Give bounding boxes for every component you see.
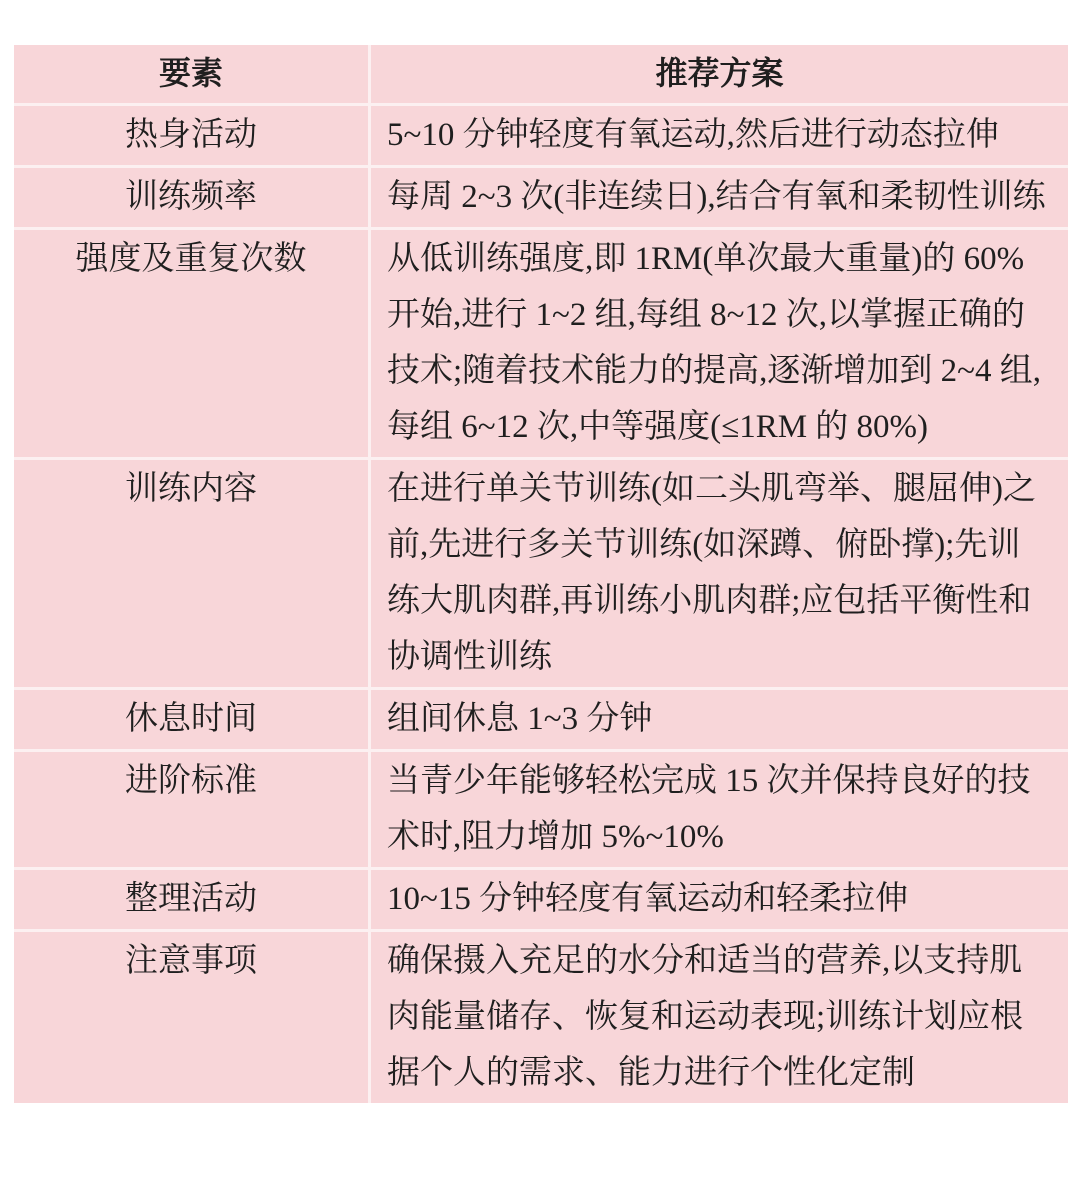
table-row-cooldown (14, 869, 1068, 931)
row-content: 在进行单关节训练(如二头肌弯举、腿屈伸)之前,先进行多关节训练(如深蹲、俯卧撑);先训练大肌肉群,再训练小肌肉群;应包括平衡性和协调性训练 (370, 459, 1069, 689)
row-content: 组间休息 1~3 分钟 (370, 689, 1069, 751)
row-content: 5~10 分钟轻度有氧运动,然后进行动态拉伸 (370, 105, 1069, 167)
row-content: 10~15 分钟轻度有氧运动和轻柔拉伸 (370, 869, 1069, 931)
table-row-frequency (14, 167, 1068, 229)
row-content: 从低训练强度,即 1RM(单次最大重量)的 60% 开始,进行 1~2 组,每组 8~12 次,以掌握正确的技术;随着技术能力的提高,逐渐增加到 2~4 组,每组 6~12 次,中等强度(≤1RM 的 80%) (370, 229, 1069, 459)
row-label: 热身活动 (14, 105, 370, 167)
row-label: 进阶标准 (14, 751, 370, 869)
table-row-training-content (14, 459, 1068, 689)
table-header-row (14, 45, 1068, 105)
table-row-rest-time (14, 689, 1068, 751)
row-content: 当青少年能够轻松完成 15 次并保持良好的技术时,阻力增加 5%~10% (370, 751, 1069, 869)
table-row-warmup (14, 105, 1068, 167)
row-content: 每周 2~3 次(非连续日),结合有氧和柔韧性训练 (370, 167, 1069, 229)
row-label: 整理活动 (14, 869, 370, 931)
row-label: 强度及重复次数 (14, 229, 370, 459)
table-row-notes (14, 931, 1068, 1104)
table-row-progression (14, 751, 1068, 869)
row-label: 注意事项 (14, 931, 370, 1104)
row-content: 确保摄入充足的水分和适当的营养,以支持肌肉能量储存、恢复和运动表现;训练计划应根据个人的需求、能力进行个性化定制 (370, 931, 1069, 1104)
row-label: 训练频率 (14, 167, 370, 229)
table-row-intensity-reps (14, 229, 1068, 459)
header-cell-element: 要素 (14, 45, 370, 105)
training-plan-table (14, 45, 1068, 1103)
row-label: 训练内容 (14, 459, 370, 689)
row-label: 休息时间 (14, 689, 370, 751)
header-cell-recommendation: 推荐方案 (370, 45, 1069, 105)
